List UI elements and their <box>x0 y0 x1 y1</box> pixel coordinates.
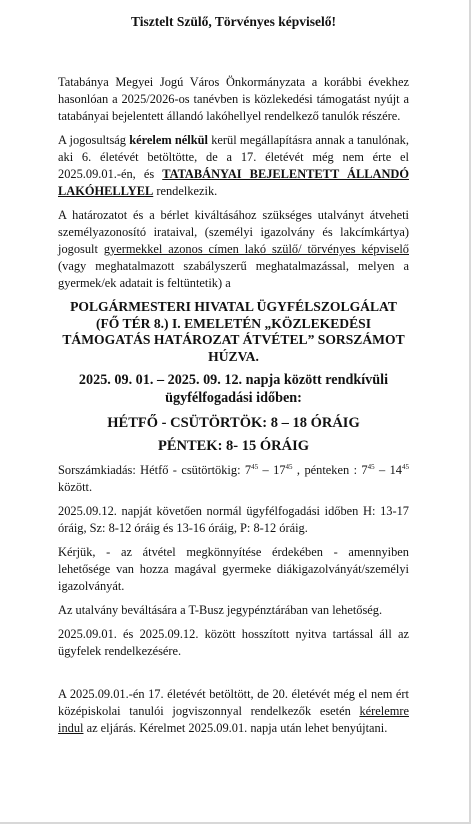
pickup-paragraph <box>58 207 409 292</box>
office-location-heading: POLGÁRMESTERI HIVATAL ÜGYFÉLSZOLGÁLAT (FŐ TÉR 8.) I. EMELETÉN „KÖZLEKEDÉSI TÁMOGATÁS HATÁROZAT ÁTVÉTEL” SORSZÁMOT HÚZVA. <box>62 299 405 364</box>
ticket-text-5: között. <box>58 480 93 494</box>
intro-paragraph: Tatabánya Megyei Jogú Város Önkormányzata a korábbi évekhez hasonlóan a 2025/2026-os tanévben is közlekedési támogatást nyújt a tatabányai bejelentett állandó lakóhellyel rendelkező tanulók részére. <box>58 75 409 123</box>
ticket-sup-1: 45 <box>251 462 259 471</box>
guardian-underline: gyermekkel azonos címen lakó szülő/ törvényes képviselő <box>103 242 410 256</box>
ticket-sup-2: 45 <box>285 462 293 471</box>
eligibility-paragraph <box>58 132 409 200</box>
hours-mon-thu: HÉTFŐ - CSÜTÖRTÖK: 8 – 18 ÓRÁIG <box>107 415 360 431</box>
voucher-paragraph: Az utalvány beváltására a T-Busz jegypénztárában van lehetőség. <box>58 603 383 617</box>
older-students-paragraph <box>58 686 409 737</box>
ticket-text-3: , pénteken : 7 <box>292 463 368 477</box>
eligibility-text-2: kerül megállapításra annak a tanulónak, aki 6. életévét betöltötte, de a 17. életévét még nem érte el 2025.09.01.-én, és <box>58 133 409 181</box>
eligibility-text-1: A jogosultság <box>58 133 130 147</box>
ticket-text-4: – 14 <box>374 463 403 477</box>
ticket-text-2: – 17 <box>258 463 286 477</box>
letter-salutation: Tisztelt Szülő, Törvényes képviselő! <box>131 14 336 29</box>
no-request-emphasis: kérelem nélkül <box>129 133 208 147</box>
older-text-1: A 2025.09.01.-én 17. életévét betöltött, de 20. életévét még el nem ért középiskolai tanulói jogviszonnyal rendelkezők esetén <box>58 687 409 718</box>
pickup-text-2: (vagy meghatalmazott szabályszerű meghatalmazással, melyen a gyermek/ek adatait is feltüntetik) a <box>58 259 409 290</box>
ticket-text-1: Sorszámkiadás: Hétfő - csütörtökig: 7 <box>58 463 252 477</box>
bring-id-paragraph: Kérjük, - az átvétel megkönnyítése érdekében - amennyiben lehetősége van hozza magával gyermeke diákigazolványát/személyi igazolványát. <box>58 545 409 593</box>
ticket-sup-4: 45 <box>402 462 410 471</box>
ticket-sup-3: 45 <box>367 462 375 471</box>
normal-hours-paragraph: 2025.09.12. napját követően normál ügyfélfogadási időben H: 13-17 óráig, Sz: 8-12 óráig és 13-16 óráig, P: 8-12 óráig. <box>58 504 409 535</box>
pickup-text-1: A határozatot és a bérlet kiváltásához szükséges utalványt átveheti személyazonosító irataival, (személyi igazolvány és lakcímkártya) jogosult <box>58 208 409 256</box>
on-request-underline: kérelemre indul <box>58 704 409 735</box>
older-text-2: az eljárás. Kérelmet 2025.09.01. napja után lehet benyújtani. <box>83 721 388 735</box>
extended-hours-paragraph: 2025.09.01. és 2025.09.12. között hosszított nyitva tartással áll az ügyfelek rendelkezésére. <box>58 627 409 658</box>
date-range-heading: 2025. 09. 01. – 2025. 09. 12. napja között rendkívüli ügyfélfogadási időben: <box>78 372 389 406</box>
residence-emphasis: TATABÁNYAI BEJELENTETT ÁLLANDÓ LAKÓHELLYEL <box>58 167 409 198</box>
eligibility-text-3: rendelkezik. <box>153 184 218 198</box>
hours-fri: PÉNTEK: 8- 15 ÓRÁIG <box>157 437 310 454</box>
ticket-hours-paragraph <box>58 462 409 496</box>
